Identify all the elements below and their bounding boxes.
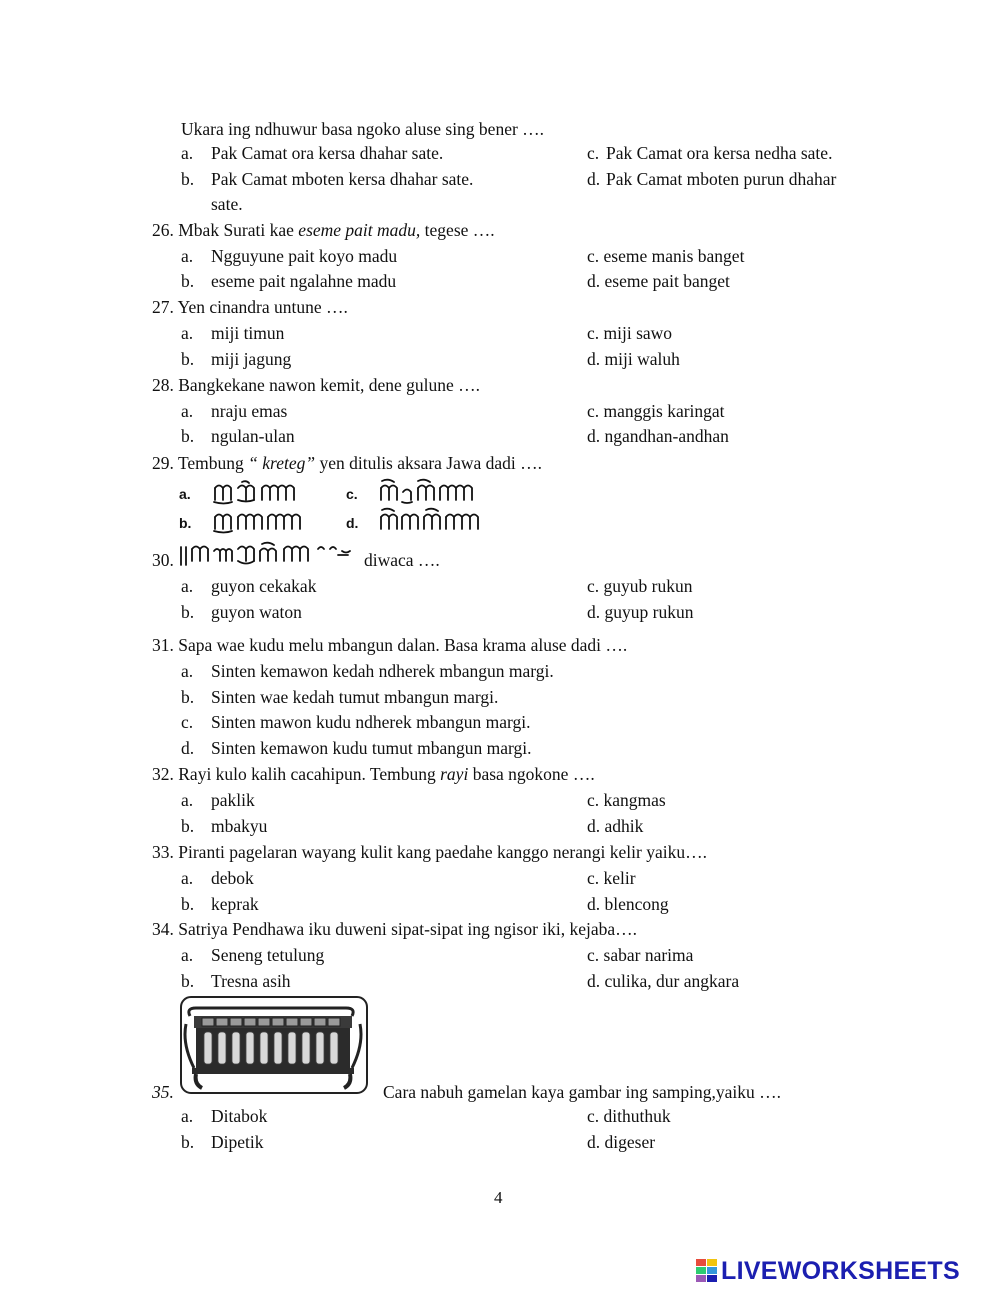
option-letter: b. bbox=[181, 169, 195, 189]
question-number: 35. bbox=[152, 1082, 174, 1102]
option-text: d. blencong bbox=[587, 894, 669, 914]
option-text: d. adhik bbox=[587, 816, 644, 836]
option-text: Pak Camat mboten kersa dhahar sate. bbox=[211, 169, 474, 189]
option-text: ngulan-ulan bbox=[211, 426, 295, 446]
option-text: guyon waton bbox=[211, 602, 302, 622]
option-text: Sinten kemawon kedah ndherek mbangun margi. bbox=[211, 661, 554, 681]
aksara-question-30-image bbox=[178, 541, 356, 571]
option-text: c. eseme manis banget bbox=[587, 246, 745, 266]
question-number: 34. bbox=[152, 919, 174, 939]
option-text: d. guyup rukun bbox=[587, 602, 694, 622]
option-text: Sinten kemawon kudu tumut mbangun margi. bbox=[211, 738, 532, 758]
option-text: Seneng tetulung bbox=[211, 945, 325, 965]
option-text: d. miji waluh bbox=[587, 349, 680, 369]
question-35-stem: Cara nabuh gamelan kaya gambar ing samping,yaiku …. bbox=[383, 1082, 782, 1102]
option-text: miji jagung bbox=[211, 349, 292, 369]
question-34-stem: 34. Satriya Pendhawa iku duweni sipat-sipat ing ngisor iki, kejaba…. bbox=[152, 919, 638, 939]
option-text: paklik bbox=[211, 790, 255, 810]
option-letter: a. bbox=[181, 143, 194, 163]
question-28-stem: 28. Bangkekane nawon kemit, dene gulune …. bbox=[152, 375, 481, 395]
option-text: debok bbox=[211, 868, 254, 888]
option-text: Ngguyune pait koyo madu bbox=[211, 246, 398, 266]
question-number: 30. bbox=[152, 550, 174, 570]
option-text: c. miji sawo bbox=[587, 323, 673, 343]
option-letter: a. bbox=[181, 246, 194, 266]
page-number: 4 bbox=[494, 1188, 503, 1207]
option-letter: a. bbox=[181, 868, 194, 888]
option-text: guyon cekakak bbox=[211, 576, 317, 596]
liveworksheets-logo-icon bbox=[696, 1258, 718, 1284]
aksara-option-letter: a. bbox=[179, 486, 191, 502]
option-text: c. dithuthuk bbox=[587, 1106, 671, 1126]
option-letter: b. bbox=[181, 816, 195, 836]
option-letter: b. bbox=[181, 349, 195, 369]
option-text-continued: sate. bbox=[211, 194, 243, 214]
question-32-stem: 32. Rayi kulo kalih cacahipun. Tembung rayi basa ngokone …. bbox=[152, 764, 595, 784]
option-text: Tresna asih bbox=[211, 971, 291, 991]
option-text: Dipetik bbox=[211, 1132, 264, 1152]
aksara-option-d-image bbox=[378, 507, 488, 535]
question-number: 29. bbox=[152, 453, 174, 473]
option-text: Sinten mawon kudu ndherek mbangun margi. bbox=[211, 712, 531, 732]
question-30-stem: diwaca …. bbox=[364, 550, 440, 570]
aksara-option-a-image bbox=[212, 480, 302, 506]
option-text: mbakyu bbox=[211, 816, 268, 836]
option-text: c. guyub rukun bbox=[587, 576, 693, 596]
aksara-option-letter: c. bbox=[346, 486, 358, 502]
question-number: 31. bbox=[152, 635, 174, 655]
option-letter: c. bbox=[587, 143, 600, 163]
question-26-stem: 26. Mbak Surati kae eseme pait madu, tegese …. bbox=[152, 220, 495, 240]
question-29-stem: 29. Tembung “ kreteg” yen ditulis aksara Jawa dadi …. bbox=[152, 453, 543, 473]
option-letter: a. bbox=[181, 323, 194, 343]
option-letter: a. bbox=[181, 401, 194, 421]
option-text: nraju emas bbox=[211, 401, 288, 421]
option-letter: b. bbox=[181, 971, 195, 991]
option-text: d. eseme pait banget bbox=[587, 271, 730, 291]
option-text: keprak bbox=[211, 894, 259, 914]
option-text: d. digeser bbox=[587, 1132, 656, 1152]
option-letter: a. bbox=[181, 945, 194, 965]
option-text: Ditabok bbox=[211, 1106, 268, 1126]
question-33-stem: 33. Piranti pagelaran wayang kulit kang paedahe kanggo nerangi kelir yaiku…. bbox=[152, 842, 707, 862]
option-letter: d. bbox=[181, 738, 195, 758]
question-number: 26. bbox=[152, 220, 174, 240]
question-number: 28. bbox=[152, 375, 174, 395]
aksara-option-b-image bbox=[212, 509, 308, 535]
option-text: c. kelir bbox=[587, 868, 636, 888]
option-letter: b. bbox=[181, 687, 195, 707]
option-text: miji timun bbox=[211, 323, 285, 343]
question-number: 32. bbox=[152, 764, 174, 784]
option-text: eseme pait ngalahne madu bbox=[211, 271, 397, 291]
aksara-option-letter: b. bbox=[179, 515, 192, 531]
option-letter: a. bbox=[181, 661, 194, 681]
option-text: d. ngandhan-andhan bbox=[587, 426, 729, 446]
intro-stem: Ukara ing ndhuwur basa ngoko aluse sing bener …. bbox=[181, 119, 545, 139]
liveworksheets-logo bbox=[696, 1256, 960, 1286]
question-number: 33. bbox=[152, 842, 174, 862]
logo-text: LIVEWORKSHEETS bbox=[721, 1256, 960, 1285]
option-letter: b. bbox=[181, 271, 195, 291]
option-text: c. kangmas bbox=[587, 790, 666, 810]
option-text: d. culika, dur angkara bbox=[587, 971, 740, 991]
question-27-stem: 27. Yen cinandra untune …. bbox=[152, 297, 348, 317]
question-number: 27. bbox=[152, 297, 174, 317]
option-text: Pak Camat mboten purun dhahar bbox=[606, 169, 837, 189]
question-31-stem: 31. Sapa wae kudu melu mbangun dalan. Basa krama aluse dadi …. bbox=[152, 635, 628, 655]
option-letter: b. bbox=[181, 1132, 195, 1152]
option-text: Sinten wae kedah tumut mbangun margi. bbox=[211, 687, 499, 707]
option-letter: b. bbox=[181, 602, 195, 622]
option-text: c. manggis karingat bbox=[587, 401, 725, 421]
option-letter: d. bbox=[587, 169, 601, 189]
gamelan-saron-image bbox=[180, 996, 368, 1094]
option-letter: c. bbox=[181, 712, 194, 732]
option-letter: a. bbox=[181, 576, 194, 596]
aksara-option-c-image bbox=[378, 478, 480, 506]
option-text: Pak Camat ora kersa nedha sate. bbox=[606, 143, 833, 163]
option-letter: a. bbox=[181, 790, 194, 810]
option-letter: a. bbox=[181, 1106, 194, 1126]
option-text: c. sabar narima bbox=[587, 945, 694, 965]
option-letter: b. bbox=[181, 426, 195, 446]
option-letter: b. bbox=[181, 894, 195, 914]
aksara-option-letter: d. bbox=[346, 515, 359, 531]
option-text: Pak Camat ora kersa dhahar sate. bbox=[211, 143, 444, 163]
